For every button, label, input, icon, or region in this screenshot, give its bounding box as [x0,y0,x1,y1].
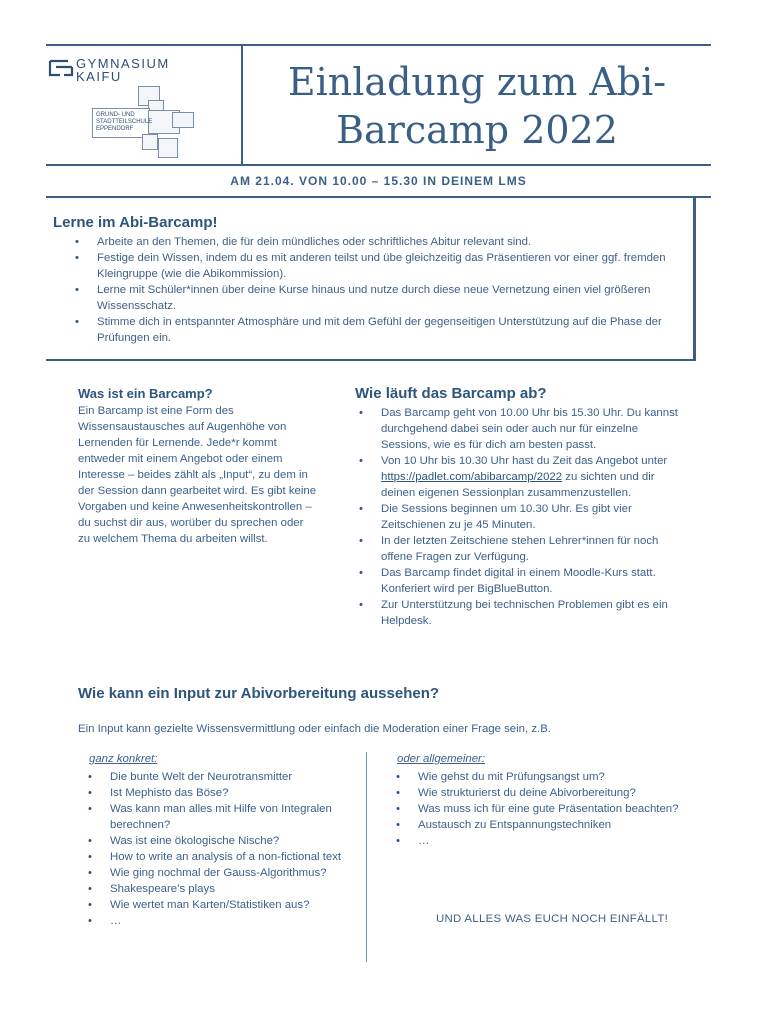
list-item: • Von 10 Uhr bis 10.30 Uhr hast du Zeit das Angebot unter https://padlet.com/abibarcamp/2022 zu sichten und dir deinen eigenen Sessionplan zusammenzustellen. [355,453,685,501]
list-item: • Das Barcamp findet digital in einem Moodle-Kurs statt. Konferiert wird per BigBlueButton. [355,565,685,597]
right-examples-list [392,769,722,849]
list-item: • … [392,833,722,849]
list-item: • Ist Mephisto das Böse? [84,785,359,801]
gymnasium-kaifu-logo [48,55,228,85]
school-line-2: STADTTEILSCHULE [96,119,153,125]
logo-line-2: KAIFU [76,69,122,84]
list-item: • Wie strukturierst du deine Abivorbereitung? [392,785,722,801]
input-column-divider [366,752,367,962]
header-top-rule [46,44,711,46]
list-item: • Wie gehst du mit Prüfungsangst um? [392,769,722,785]
learn-box-top-rule [46,196,711,198]
list-item: • How to write an analysis of a non-fictional text [84,849,359,865]
logo-line-1: GYMNASIUM [76,56,170,71]
what-heading: Was ist ein Barcamp? [78,386,213,401]
list-item: • Was muss ich für eine gute Präsentation beachten? [392,801,722,817]
input-intro: Ein Input kann gezielte Wissensvermittlung oder einfach die Moderation einer Frage sein, z.B. [78,723,551,735]
list-item: • Arbeite an den Themen, die für dein mündliches oder schriftliches Abitur relevant sind. [71,234,681,250]
how-heading: Wie läuft das Barcamp ab? [355,385,547,402]
list-item: • Stimme dich in entspannter Atmosphäre und mit dem Gefühl der gegenseitigen Unterstützung auf die Phase der Prüfungen ein. [71,314,681,346]
title-line-2: Barcamp 2022 [336,108,618,152]
page-title [243,58,711,154]
list-item: • Lerne mit Schüler*innen über deine Kurse hinaus und nutze durch diese neue Vernetzung einen viel größeren Wissensschatz. [71,282,681,314]
list-item: • In der letzten Zeitschiene stehen Lehrer*innen für noch offene Fragen zur Verfügung. [355,533,685,565]
school-line-3: EPPENDORF [96,126,134,132]
school-logo [92,86,202,158]
title-line-1: Einladung zum Abi- [287,60,667,104]
list-item: • Die Sessions beginnen um 10.30 Uhr. Es gibt vier Zeitschienen zu je 45 Minuten. [355,501,685,533]
list-item: • Das Barcamp geht von 10.00 Uhr bis 15.30 Uhr. Du kannst durchgehend dabei sein oder auch nur für einzelne Sessions, wie es für dich am besten passt. [355,405,685,453]
learn-box-bottom-rule [46,359,696,361]
right-column-heading: oder allgemeiner: [397,753,486,765]
learn-box-right-rule [693,196,696,361]
closing-line: UND ALLES WAS EUCH NOCH EINFÄLLT! [436,913,669,925]
list-item: • Austausch zu Entspannungstechniken [392,817,722,833]
date-line: AM 21.04. VON 10.00 – 15.30 IN DEINEM LMS [230,174,527,188]
list-item: • Wie wertet man Karten/Statistiken aus? [84,897,359,913]
list-item: • Wie ging nochmal der Gauss-Algorithmus? [84,865,359,881]
left-column-heading: ganz konkret: [89,753,158,765]
logo-mark-icon [48,57,74,79]
list-item: • Was ist eine ökologische Nische? [84,833,359,849]
input-heading: Wie kann ein Input zur Abivorbereitung aussehen? [78,685,440,702]
header-bottom-rule [46,164,711,166]
left-examples-list [84,769,359,929]
list-item: • Zur Unterstützung bei technischen Problemen gibt es ein Helpdesk. [355,597,685,629]
list-item: • Was kann man alles mit Hilfe von Integralen berechnen? [84,801,359,833]
list-item: • Shakespeare’s plays [84,881,359,897]
learn-list [71,234,681,346]
how-list [355,405,685,629]
list-item: • Festige dein Wissen, indem du es mit anderen teilst und übe gleichzeitig das Präsentieren vor einer ggf. fremden Kleingruppe (wie die Abikommission). [71,250,681,282]
learn-heading: Lerne im Abi-Barcamp! [53,214,218,231]
padlet-link[interactable]: https://padlet.com/abibarcamp/2022 [381,471,563,483]
what-text: Ein Barcamp ist eine Form des Wissensaustausches auf Augenhöhe von Lernenden für Lernende. Jede*r kommt entweder mit einem Angebot oder einem Interesse – beides zählt als „Input“, zu dem in der Session dann gearbeitet wird. Es gibt keine Vorgaben und keine Anwesenheitskontrollen – du suchst dir aus, worüber du sprechen oder zu welchem Thema du arbeiten willst. [78,405,317,545]
school-line-1: GRUND- UND [96,112,135,118]
list-item: • Die bunte Welt der Neurotransmitter [84,769,359,785]
list-item: • … [84,913,359,929]
